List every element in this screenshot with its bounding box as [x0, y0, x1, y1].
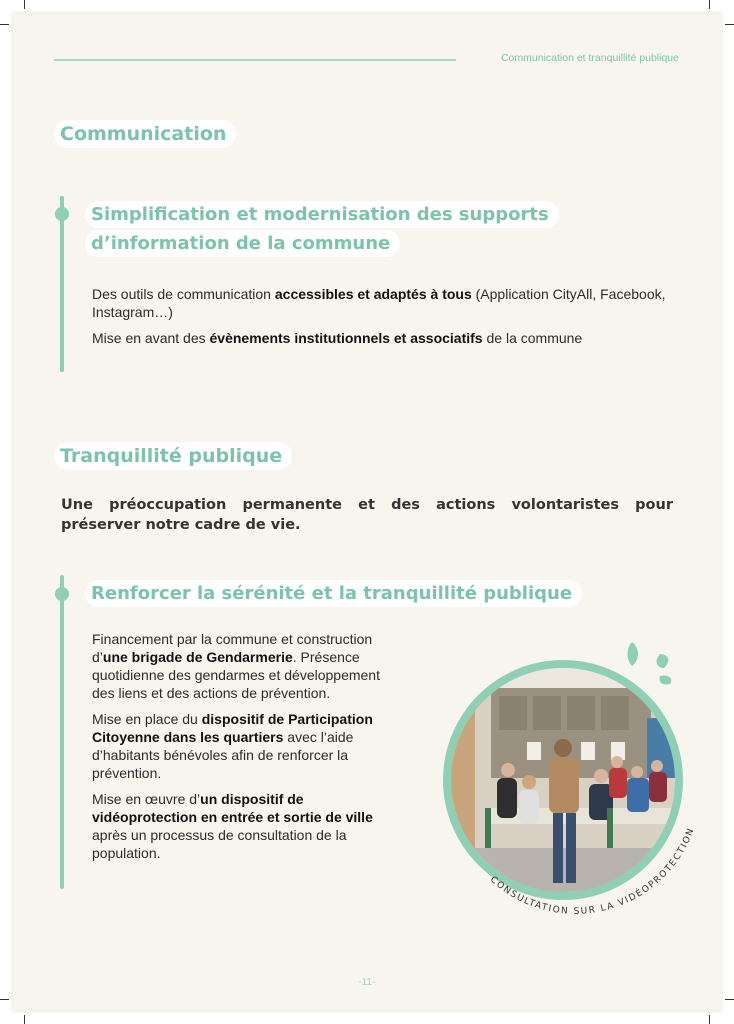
- page-number: -11-: [358, 977, 376, 988]
- crop-mark: [725, 24, 734, 25]
- header-rule: [54, 59, 456, 61]
- crop-mark: [24, 1015, 25, 1024]
- subsection-bullet-dot: [55, 587, 69, 601]
- running-header: Communication et tranquillité publique: [500, 52, 679, 64]
- subsection-title-line2: d’information de la commune: [85, 230, 400, 257]
- tranquillite-body: [92, 630, 387, 870]
- subsection-rule: [60, 196, 64, 372]
- photo-caption-arc: [470, 760, 730, 930]
- crop-mark: [709, 1015, 710, 1024]
- section-intro: Une préoccupation permanente et des actions volontaristes pour préserver notre cadre de vie.: [61, 497, 673, 533]
- paragraph: Mise en place du dispositif de Participation Citoyenne dans les quartiers avec l’aide d’habitants bénévoles afin de renforcer la prévention.: [92, 711, 373, 781]
- photo-caption: CONSULTATION SUR LA VIDÉOPROTECTION: [487, 826, 697, 917]
- crop-mark: [725, 999, 734, 1000]
- crop-mark: [709, 0, 710, 9]
- subsection-title-line1: Simplification et modernisation des supports: [85, 201, 559, 228]
- subsection-title: Renforcer la sérénité et la tranquillité publique: [85, 580, 582, 607]
- crop-mark: [0, 24, 9, 25]
- crop-mark: [0, 999, 9, 1000]
- paragraph: Mise en œuvre d’un dispositif de vidéoprotection en entrée et sortie de ville après un processus de consultation de la population.: [92, 791, 373, 861]
- communication-body: [92, 285, 672, 355]
- section-title-tranquillite: Tranquillité publique: [54, 442, 292, 470]
- paragraph: Financement par la commune et construction d’une brigade de Gendarmerie. Présence quotidienne des gendarmes et développement des liens et des actions de prévention.: [92, 631, 380, 701]
- paragraph: Des outils de communication accessibles et adaptés à tous (Application CityAll, Facebook, Instagram…): [92, 286, 666, 320]
- section-title-communication: Communication: [54, 120, 236, 148]
- crop-mark: [24, 0, 25, 9]
- paragraph: Mise en avant des évènements institutionnels et associatifs de la commune: [92, 330, 583, 346]
- subsection-rule: [60, 575, 64, 889]
- subsection-bullet-dot: [55, 207, 69, 221]
